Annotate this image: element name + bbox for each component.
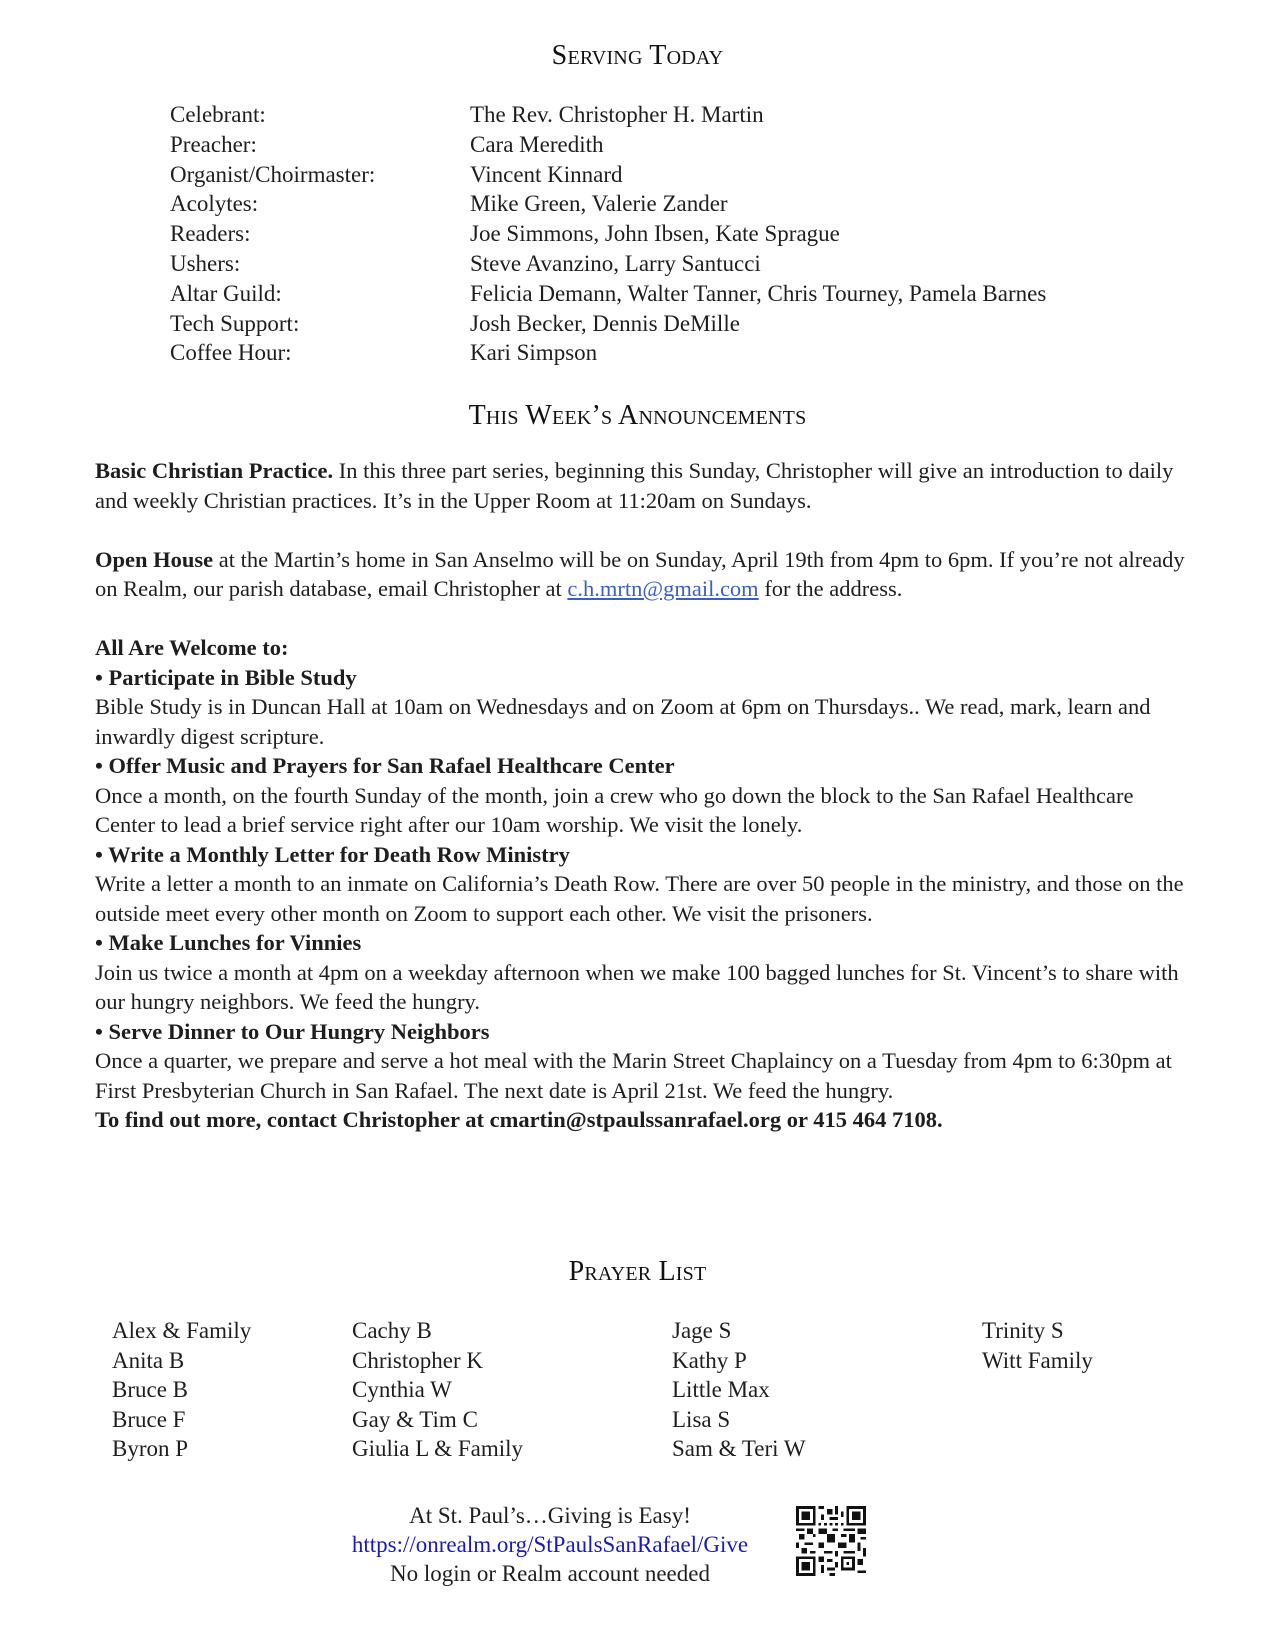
prayer-name: Witt Family	[982, 1347, 1093, 1373]
ministry-description: Bible Study is in Duncan Hall at 10am on Wednesdays and on Zoom at 6pm on Thursdays.. We read, mark, learn and inwardly digest scripture.	[95, 694, 1151, 749]
serving-row	[170, 130, 1046, 160]
prayer-name: Giulia L & Family	[352, 1436, 523, 1461]
serving-role: Readers:	[170, 221, 251, 247]
serving-row	[170, 219, 1046, 249]
ministry-title: • Serve Dinner to Our Hungry Neighbors	[95, 1018, 490, 1044]
serving-name: The Rev. Christopher H. Martin	[470, 102, 764, 127]
serving-name: Joe Simmons, John Ibsen, Kate Sprague	[470, 221, 840, 247]
ministry-description: Join us twice a month at 4pm on a weekday afternoon when we make 100 bagged lunches for St. Vincent’s to share with our hungry neighbors. We feed the hungry.	[95, 959, 1179, 1014]
prayer-name: Trinity S	[982, 1318, 1064, 1343]
serving-role: Organist/Choirmaster:	[170, 161, 376, 187]
prayer-name: Jage S	[672, 1318, 732, 1343]
prayer-column	[672, 1316, 806, 1464]
open-house-text-end: for the address.	[758, 576, 903, 601]
serving-role: Acolytes:	[170, 191, 259, 217]
ministry-title: • Participate in Bible Study	[95, 664, 357, 690]
prayer-name: Anita B	[112, 1347, 185, 1373]
ministry-description: Once a quarter, we prepare and serve a hot meal with the Marin Street Chaplaincy on a Tuesday from 4pm to 6:30pm at First Presbyterian Church in San Rafael. The next date is April 21st. We feed the hungry.	[95, 1048, 1172, 1103]
prayer-name: Bruce B	[112, 1377, 189, 1402]
basic-christian-practice-paragraph	[95, 456, 1195, 515]
announcements-body	[95, 456, 1195, 1135]
open-house-paragraph	[95, 545, 1195, 604]
prayer-name: Alex & Family	[112, 1318, 252, 1343]
serving-name: Josh Becker, Dennis DeMille	[470, 310, 740, 336]
prayer-name: Lisa S	[672, 1406, 731, 1432]
announcements-heading: This Week’s Announcements	[468, 400, 807, 431]
serving-today-heading: Serving Today	[551, 40, 724, 71]
ministry-title: • Write a Monthly Letter for Death Row Ministry	[95, 841, 570, 867]
prayer-name: Byron P	[112, 1436, 189, 1461]
serving-name: Kari Simpson	[470, 340, 598, 366]
email-link[interactable]: c.h.mrtn@gmail.com	[567, 576, 759, 601]
serving-name: Felicia Demann, Walter Tanner, Chris Tourney, Pamela Barnes	[470, 280, 1047, 306]
prayer-name: Little Max	[672, 1377, 770, 1402]
serving-role: Ushers:	[170, 250, 241, 276]
serving-role: Tech Support:	[170, 310, 300, 336]
giving-url-link[interactable]: https://onrealm.org/StPaulsSanRafael/Give	[351, 1532, 749, 1557]
open-house-title: Open House	[95, 546, 214, 572]
prayer-name: Gay & Tim C	[352, 1406, 478, 1432]
basic-christian-practice-text: In this three part series, beginning this Sunday, Christopher will give an introduction to daily and weekly Christian practices. It’s in the Upper Room at 11:20am on Sundays.	[95, 458, 1174, 513]
qr-code-icon	[796, 1506, 866, 1576]
open-house-text: at the Martin’s home in San Anselmo will be on Sunday, April 19th from 4pm to 6pm. If you’re not already on Realm, our parish database, email Christopher at	[95, 546, 1185, 601]
serving-row	[170, 160, 1046, 190]
prayer-name: Kathy P	[672, 1347, 747, 1373]
ministry-title: • Offer Music and Prayers for San Rafael Healthcare Center	[95, 753, 675, 778]
serving-role: Preacher:	[170, 131, 257, 157]
serving-name: Vincent Kinnard	[470, 161, 623, 187]
serving-role: Coffee Hour:	[170, 340, 292, 366]
prayer-name: Cachy B	[352, 1318, 432, 1343]
ministry-title: • Make Lunches for Vinnies	[95, 930, 362, 955]
prayer-name: Sam & Teri W	[672, 1436, 806, 1461]
serving-row	[170, 309, 1046, 339]
serving-row	[170, 249, 1046, 279]
giving-tagline: At St. Paul’s…Giving is Easy!	[409, 1503, 691, 1528]
serving-list	[170, 100, 1046, 368]
prayer-column	[112, 1316, 251, 1464]
serving-name: Cara Meredith	[470, 131, 604, 157]
prayer-column	[982, 1316, 1093, 1375]
ministry-description: Once a month, on the fourth Sunday of the month, join a crew who go down the block to the San Rafael Healthcare Center to lead a brief service right after our 10am worship. We visit the lonely.	[95, 782, 1134, 837]
prayer-name: Bruce F	[112, 1406, 186, 1432]
ministry-description: Write a letter a month to an inmate on California’s Death Row. There are over 50 people in the ministry, and those on the outside meet every other month on Zoom to support each other. We visit the prisoners.	[95, 871, 1184, 926]
prayer-name: Christopher K	[352, 1347, 483, 1373]
serving-row	[170, 189, 1046, 219]
serving-row	[170, 100, 1046, 130]
serving-role: Altar Guild:	[170, 280, 282, 306]
serving-role: Celebrant:	[170, 102, 266, 127]
all-welcome-heading: All Are Welcome to:	[95, 635, 289, 660]
serving-name: Mike Green, Valerie Zander	[470, 191, 728, 217]
serving-name: Steve Avanzino, Larry Santucci	[470, 250, 761, 276]
giving-note: No login or Realm account needed	[390, 1561, 710, 1586]
giving-block	[300, 1501, 800, 1588]
serving-row	[170, 279, 1046, 309]
contact-line: To find out more, contact Christopher at cmartin@stpaulssanrafael.org or 415 464 7108.	[95, 1107, 943, 1132]
prayer-name: Cynthia W	[352, 1377, 452, 1402]
prayer-list-heading: Prayer List	[568, 1256, 707, 1287]
prayer-column	[352, 1316, 523, 1464]
basic-christian-practice-title: Basic Christian Practice.	[95, 458, 334, 483]
serving-row	[170, 338, 1046, 368]
